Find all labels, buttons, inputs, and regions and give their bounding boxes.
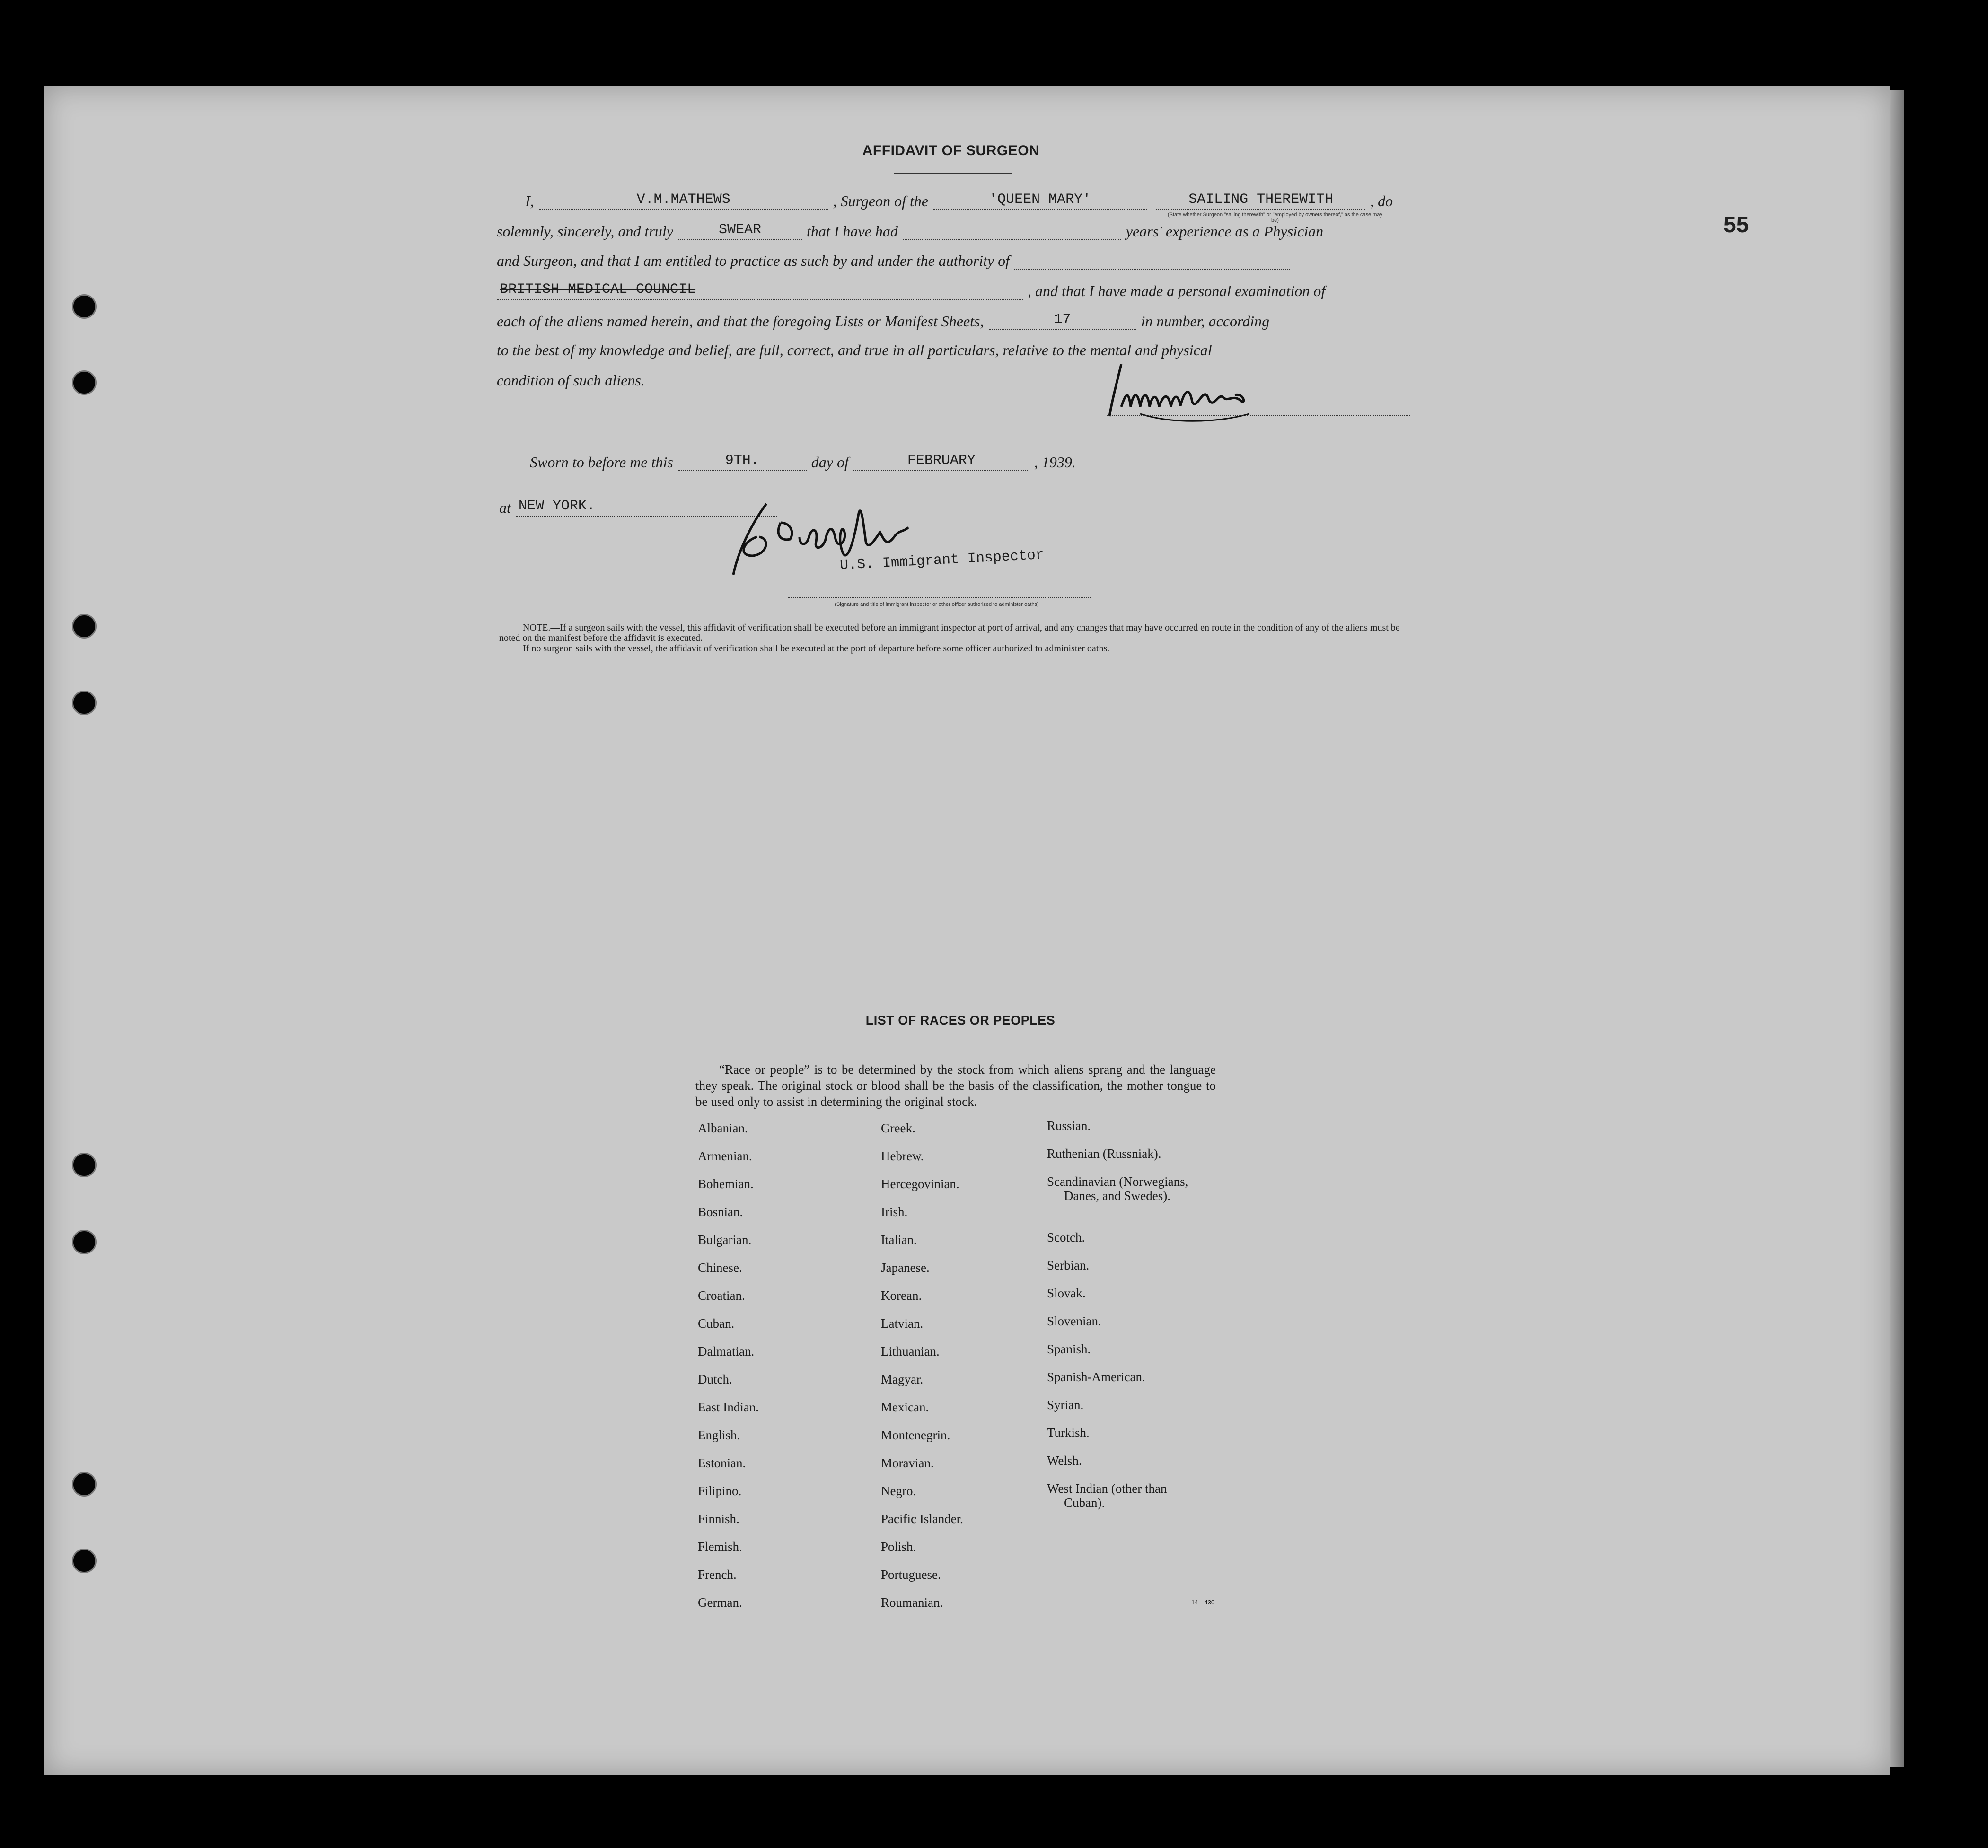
- authority-field: BRITISH MEDICAL COUNCIL: [497, 281, 1023, 300]
- race-item: Serbian.: [1047, 1258, 1090, 1272]
- race-item: Dutch.: [698, 1372, 732, 1386]
- sworn-place-field: NEW YORK.: [516, 498, 777, 517]
- race-item: Negro.: [881, 1484, 916, 1498]
- day-of-label: day of: [811, 454, 849, 471]
- race-item: Cuban.: [698, 1316, 735, 1331]
- personal-examination-label: , and that I have made a personal examination of: [1028, 282, 1326, 299]
- page-number: 55: [1724, 212, 1749, 237]
- race-item: Russian.: [1047, 1119, 1091, 1133]
- affidavit-line-3: [497, 251, 1294, 270]
- races-title: LIST OF RACES OR PEOPLES: [865, 1013, 1056, 1027]
- binder-hole: [72, 691, 97, 715]
- manifest-sheets-label: each of the aliens named herein, and that the foregoing Lists or Manifest Sheets,: [497, 313, 984, 330]
- race-item: French.: [698, 1568, 737, 1582]
- race-item: Dalmatian.: [698, 1344, 755, 1358]
- race-item: Slovak.: [1047, 1286, 1086, 1300]
- race-item: Danes, and Swedes).: [1064, 1189, 1170, 1203]
- sailing-status-hint: (State whether Surgeon "sailing therewith" or "employed by owners thereof," as the case may be): [1167, 212, 1383, 223]
- binder-hole: [72, 1549, 97, 1573]
- ship-name-field: 'QUEEN MARY': [933, 191, 1147, 210]
- race-item: Armenian.: [698, 1149, 752, 1163]
- surgeon-name-field: V.M.MATHEWS: [539, 191, 828, 210]
- race-item: Bulgarian.: [698, 1233, 752, 1247]
- authority-sentence: and Surgeon, and that I am entitled to practice as such by and under the authority of: [497, 252, 1010, 269]
- surgeon-signature-line: [1107, 415, 1410, 416]
- race-item: Magyar.: [881, 1372, 924, 1386]
- binder-hole: [72, 1472, 97, 1497]
- sworn-month-field: FEBRUARY: [853, 452, 1029, 471]
- affidavit-line-4: [497, 281, 1325, 300]
- sworn-label: Sworn to before me this: [530, 454, 673, 471]
- race-item: Slovenian.: [1047, 1314, 1101, 1328]
- race-item: Bohemian.: [698, 1177, 754, 1191]
- races-column-3: [1047, 1119, 1246, 1525]
- race-item: Estonian.: [698, 1456, 746, 1470]
- inspector-title-text: U.S. Immigrant Inspector: [839, 547, 1045, 574]
- years-experience-label: years' experience as a Physician: [1126, 223, 1324, 240]
- race-item: Flemish.: [698, 1540, 742, 1554]
- sworn-day-field: 9TH.: [678, 452, 807, 471]
- race-item: Hercegovinian.: [881, 1177, 959, 1191]
- affidavit-i: I,: [525, 193, 534, 210]
- at-label: at: [499, 499, 511, 516]
- binder-hole: [72, 1230, 97, 1254]
- race-item: Ruthenian (Russniak).: [1047, 1147, 1161, 1161]
- that-i-have-had-label: that I have had: [806, 223, 898, 240]
- race-item: Moravian.: [881, 1456, 934, 1470]
- race-item: Pacific Islander.: [881, 1512, 963, 1526]
- note-paragraph-1: NOTE.—If a surgeon sails with the vessel, this affidavit of verification shall be executed before an immigrant inspector at port of arrival, and any changes that may have occurred en route in the condition of any of the aliens must be noted on the manifest before the affidavit is executed.: [499, 622, 1400, 643]
- surgeon-of-label: , Surgeon of the: [833, 193, 929, 210]
- do-label: , do: [1370, 193, 1393, 210]
- years-experience-field: [903, 221, 1121, 240]
- form-number: 14—430: [1191, 1599, 1215, 1606]
- sworn-year: , 1939.: [1034, 454, 1076, 471]
- race-item: Syrian.: [1047, 1398, 1084, 1412]
- binder-hole: [72, 294, 97, 319]
- race-item: Portuguese.: [881, 1568, 941, 1582]
- race-item: West Indian (other than: [1047, 1481, 1167, 1496]
- race-item: Finnish.: [698, 1512, 739, 1526]
- race-item: Japanese.: [881, 1261, 930, 1275]
- race-item: English.: [698, 1428, 740, 1442]
- note-paragraph-2: If no surgeon sails with the vessel, the affidavit of verification shall be executed at the port of departure before some officer authorized to administer oaths.: [523, 643, 1110, 654]
- race-item: Irish.: [881, 1205, 908, 1219]
- binder-hole: [72, 614, 97, 639]
- race-item: Lithuanian.: [881, 1344, 940, 1358]
- surgeon-signature: [1102, 355, 1292, 421]
- races-column-2: [881, 1121, 1042, 1613]
- race-item: East Indian.: [698, 1400, 759, 1414]
- race-item: Hebrew.: [881, 1149, 924, 1163]
- affidavit-line-5: [497, 311, 1269, 330]
- race-item: Bosnian.: [698, 1205, 743, 1219]
- races-intro: “Race or people” is to be determined by the stock from which aliens sprang and the language they speak. The original stock or blood shall be the basis of the classification, the mother tongue to be used only to assist in determining the original stock.: [695, 1062, 1216, 1109]
- affidavit-line-2: [497, 221, 1323, 240]
- race-item: Spanish-American.: [1047, 1370, 1145, 1384]
- sworn-line: [530, 452, 1076, 471]
- race-item: German.: [698, 1595, 742, 1610]
- race-item: Scotch.: [1047, 1230, 1085, 1244]
- affidavit-line-7: [497, 372, 645, 389]
- race-item: Greek.: [881, 1121, 915, 1135]
- affidavit-title: AFFIDAVIT OF SURGEON: [862, 143, 1040, 158]
- race-item: Chinese.: [698, 1261, 742, 1275]
- race-item: Filipino.: [698, 1484, 742, 1498]
- page-edge: [1890, 90, 1904, 1767]
- race-item: Latvian.: [881, 1316, 924, 1331]
- race-item: Polish.: [881, 1540, 916, 1554]
- race-item: Cuban).: [1064, 1496, 1105, 1510]
- authority-continuation: [1014, 251, 1290, 270]
- race-item: Roumanian.: [881, 1595, 943, 1610]
- races-column-1: [698, 1121, 859, 1613]
- signature-caption: (Signature and title of immigrant inspector or other officer authorized to administer oaths): [835, 602, 1039, 607]
- race-item: Montenegrin.: [881, 1428, 950, 1442]
- race-item: Croatian.: [698, 1288, 745, 1303]
- sheet-count-field: 17: [989, 311, 1136, 330]
- binder-hole: [72, 370, 97, 395]
- in-number-label: in number, according: [1141, 313, 1270, 330]
- race-item: Mexican.: [881, 1400, 929, 1414]
- affidavit-line-1: [525, 191, 1393, 210]
- oath-type-field: SWEAR: [678, 221, 802, 240]
- race-item: Korean.: [881, 1288, 922, 1303]
- binder-hole: [72, 1153, 97, 1177]
- solemnly-label: solemnly, sincerely, and truly: [497, 223, 673, 240]
- race-item: Scandinavian (Norwegians,: [1047, 1174, 1188, 1189]
- race-item: Italian.: [881, 1233, 917, 1247]
- condition-sentence: condition of such aliens.: [497, 372, 645, 389]
- title-underline: [894, 173, 1012, 174]
- particulars-sentence: to the best of my knowledge and belief, are full, correct, and true in all particulars, relative to the mental and physical: [497, 342, 1212, 359]
- race-item: Welsh.: [1047, 1454, 1082, 1468]
- race-item: Turkish.: [1047, 1426, 1090, 1440]
- sailing-status-field: SAILING THEREWITH: [1156, 191, 1365, 210]
- inspector-signature-line: [788, 597, 1091, 598]
- race-item: Spanish.: [1047, 1342, 1091, 1356]
- race-item: Albanian.: [698, 1121, 748, 1135]
